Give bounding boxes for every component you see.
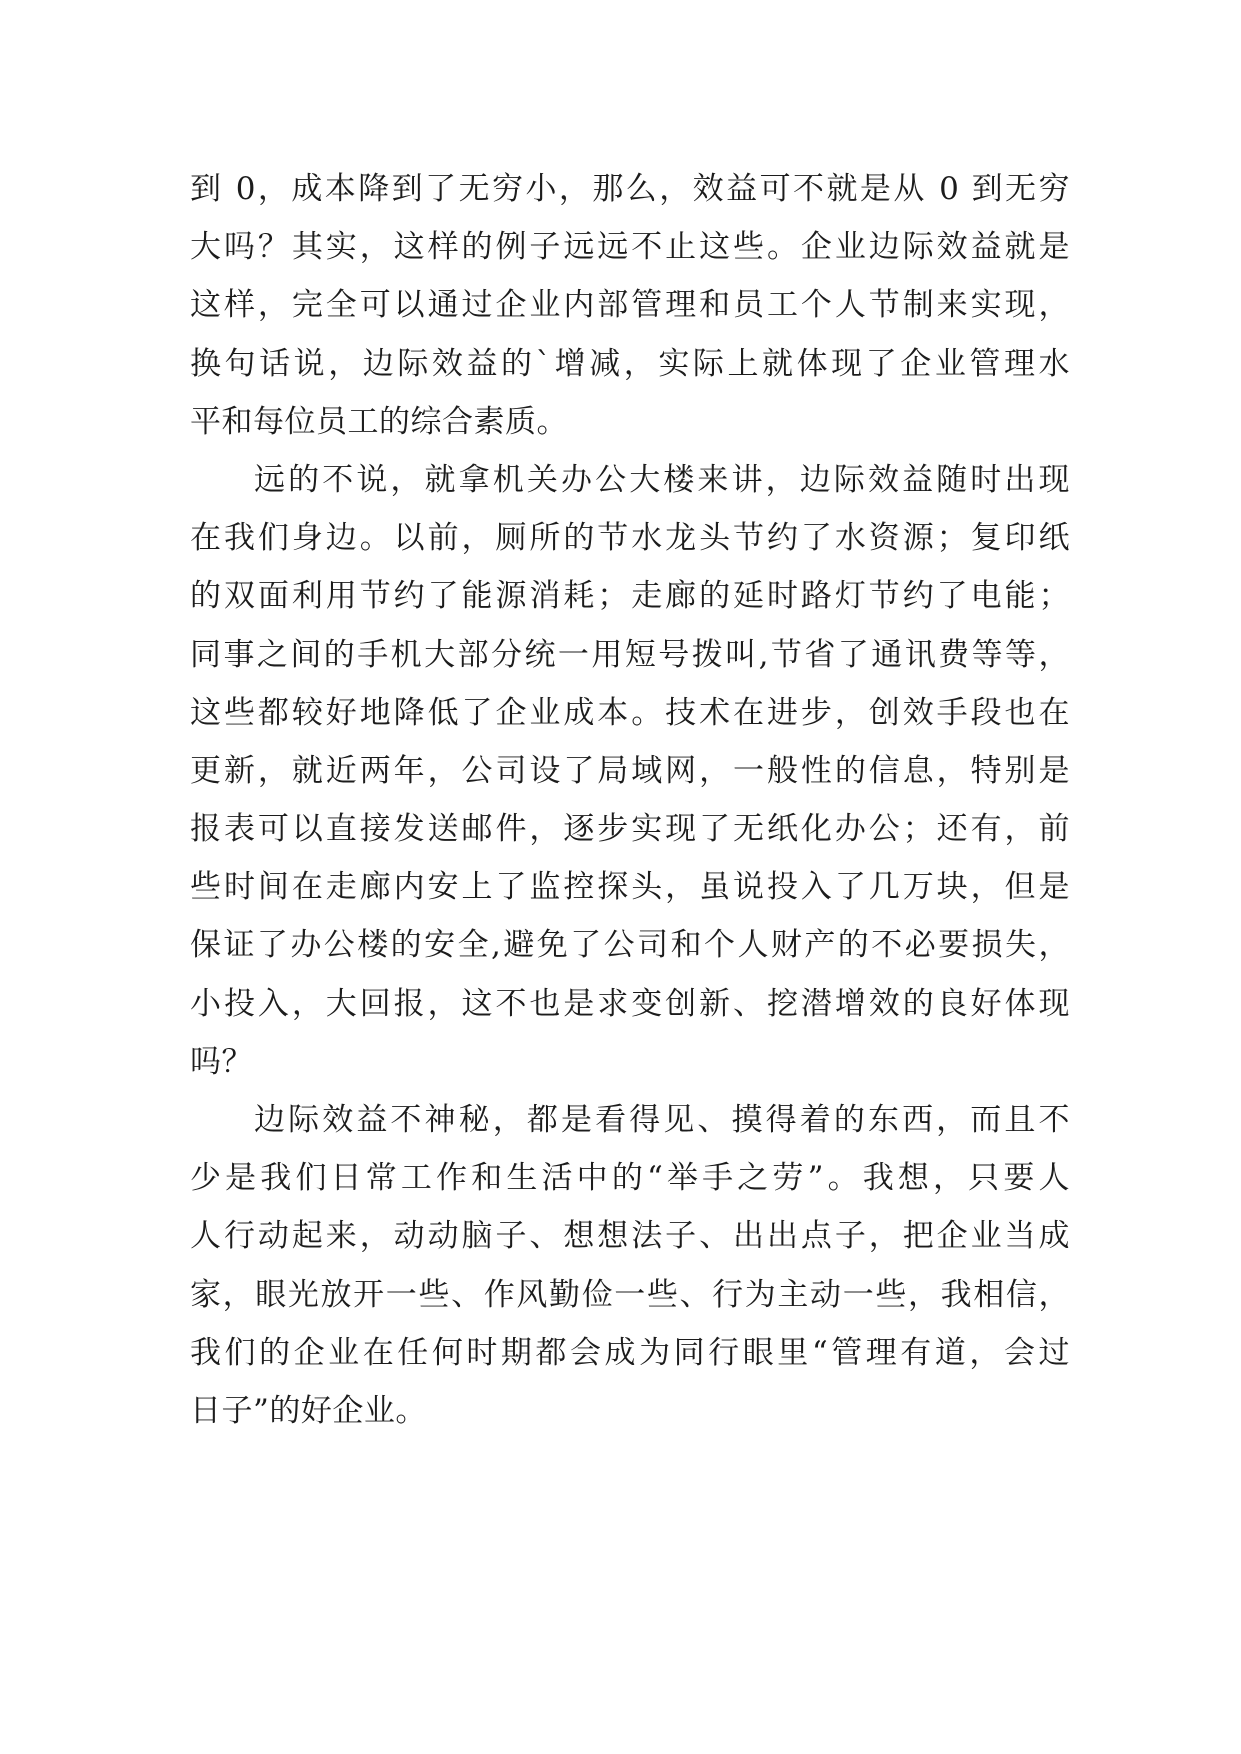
text-line: 报表可以直接发送邮件，逐步实现了无纸化办公；还有，前 xyxy=(190,811,1070,848)
text-line: 在我们身边。以前，厕所的节水龙头节约了水资源；复印纸 xyxy=(190,520,1070,557)
text-line: 平和每位员工的综合素质。 xyxy=(190,403,568,440)
text-line: 换句话说，边际效益的`增减，实际上就体现了企业管理水 xyxy=(190,345,1070,382)
text-line: 少是我们日常工作和生活中的“举手之劳”。我想，只要人 xyxy=(190,1160,1070,1197)
text-line: 同事之间的手机大部分统一用短号拨叫,节省了通讯费等等， xyxy=(190,636,1070,673)
text-line: 我们的企业在任何时期都会成为同行眼里“管理有道，会过 xyxy=(190,1334,1070,1371)
document-body xyxy=(190,160,1070,1440)
text-line: 大吗？其实，这样的例子远远不止这些。企业边际效益就是 xyxy=(190,229,1070,266)
text-line: 的双面利用节约了能源消耗；走廊的延时路灯节约了电能； xyxy=(190,578,1070,615)
paragraph-2 xyxy=(190,451,1070,1091)
text-line: 更新，就近两年，公司设了局域网，一般性的信息，特别是 xyxy=(190,752,1070,789)
text-line: 小投入，大回报，这不也是求变创新、挖潜增效的良好体现 xyxy=(190,985,1070,1022)
text-line: 人行动起来，动动脑子、想想法子、出出点子，把企业当成 xyxy=(190,1218,1070,1255)
text-line: 家，眼光放开一些、作风勤俭一些、行为主动一些，我相信， xyxy=(190,1276,1070,1313)
text-line: 边际效益不神秘，都是看得见、摸得着的东西，而且不 xyxy=(254,1102,1070,1138)
paragraph-3 xyxy=(190,1091,1070,1440)
text-line: 到 0，成本降到了无穷小，那么，效益可不就是从 0 到无穷 xyxy=(190,171,1070,207)
text-line: 这样，完全可以通过企业内部管理和员工个人节制来实现， xyxy=(190,287,1070,324)
text-line: 保证了办公楼的安全,避免了公司和个人财产的不必要损失， xyxy=(190,927,1070,964)
text-line: 这些都较好地降低了企业成本。技术在进步，创效手段也在 xyxy=(190,694,1070,731)
text-line: 吗？ xyxy=(190,1043,253,1080)
text-line: 日子”的好企业。 xyxy=(190,1392,427,1429)
paragraph-1 xyxy=(190,160,1070,451)
text-line: 些时间在走廊内安上了监控探头，虽说投入了几万块，但是 xyxy=(190,869,1070,906)
text-line: 远的不说，就拿机关办公大楼来讲，边际效益随时出现 xyxy=(254,461,1070,498)
